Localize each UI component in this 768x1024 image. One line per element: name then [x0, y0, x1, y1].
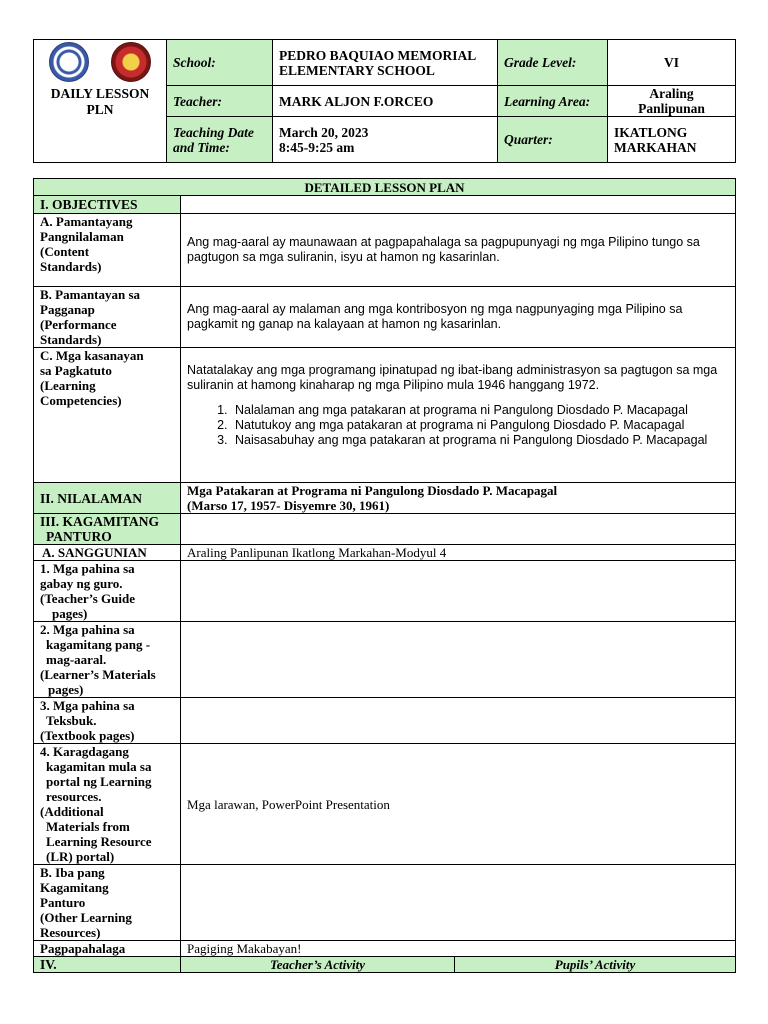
- label-line: (Learning: [40, 378, 96, 393]
- quarter-line-1: IKATLONG: [614, 124, 688, 140]
- label-line: 3. Mga pahina sa: [40, 698, 135, 713]
- label-line: mag-aaral.: [46, 652, 107, 667]
- sanggunian-label: A. SANGGUNIAN: [34, 545, 181, 561]
- label-line: Teksbuk.: [46, 713, 97, 728]
- grade-label: Grade Level:: [498, 40, 608, 86]
- quarter-value: [608, 117, 736, 163]
- teacher-activity-header: Teacher’s Activity: [181, 957, 455, 973]
- label-line: 1. Mga pahina sa: [40, 561, 135, 576]
- values-label: Pagpapahalaga: [34, 941, 181, 957]
- label-line: (Textbook pages): [40, 728, 135, 743]
- objectives-empty: [181, 196, 736, 214]
- label-line: Materials from: [46, 819, 130, 834]
- label-line: Panturo: [40, 895, 86, 910]
- plan-title: DETAILED LESSON PLAN: [34, 179, 736, 196]
- competency-statement: Natatalakay ang mga programang ipinatupad ng ibat-ibang administrasyon sa pagtugon sa mga suliranin at hamong kinaharap ng mga Pilipino mula 1946 hanggang 1972.: [187, 363, 718, 392]
- lesson-plan-table: [33, 178, 736, 973]
- competencies-label: [34, 348, 181, 483]
- additional-materials-value: Mga larawan, PowerPoint Presentation: [181, 744, 736, 865]
- textbook-value: [181, 698, 736, 744]
- logos: [34, 42, 166, 82]
- label-line: (LR) portal): [46, 849, 115, 864]
- list-item: 1. Nalalaman ang mga patakaran at programa ni Pangulong Diosdado P. Macapagal: [231, 403, 729, 418]
- list-item: 2. Natutukoy ang mga patakaran at programa ni Pangulong Diosdado P. Macapagal: [231, 418, 729, 433]
- nilalaman-label: II. NILALAMAN: [34, 483, 181, 514]
- grade-value: VI: [608, 40, 736, 86]
- quarter-label: Quarter:: [498, 117, 608, 163]
- label-line: portal ng Learning: [46, 774, 152, 789]
- label-line: A. Pamantayang: [40, 214, 133, 229]
- school-value: PEDRO BAQUIAO MEMORIAL ELEMENTARY SCHOOL: [273, 40, 498, 86]
- area-label: Learning Area:: [498, 86, 608, 117]
- teachers-guide-value: [181, 561, 736, 622]
- date-text: March 20, 2023: [279, 124, 369, 140]
- label-line: Standards): [40, 259, 102, 274]
- quarter-line-2: MARKAHAN: [614, 139, 697, 155]
- label-line: Pagganap: [40, 302, 95, 317]
- other-resources-value: [181, 865, 736, 941]
- time-text: 8:45-9:25 am: [279, 139, 355, 155]
- other-resources-label: [34, 865, 181, 941]
- label-line: kagamitan mula sa: [46, 759, 152, 774]
- performance-standards-value: Ang mag-aaral ay malaman ang mga kontribosyon ng mga nagpunyaging mga Pilipino sa pagkamit ng ganap na kalayaan at hamon ng kasarinlan.: [181, 287, 736, 348]
- label-line: B. Pamantayan sa: [40, 287, 141, 302]
- content-standards-label: [34, 214, 181, 287]
- label-line: 4. Karagdagang: [40, 744, 129, 759]
- kagamitan-label: [34, 514, 181, 545]
- teacher-value: MARK ALJON F.ORCEO: [273, 86, 498, 117]
- label-line: B. Iba pang: [40, 865, 105, 880]
- label-line: kagamitang pang -: [46, 637, 151, 652]
- date-label: Teaching Date and Time:: [167, 117, 273, 163]
- label-line: gabay ng guro.: [40, 576, 123, 591]
- document-title: DAILY LESSON PLN: [50, 86, 150, 117]
- area-value: Araling Panlipunan: [608, 86, 736, 117]
- label-line: (Performance: [40, 317, 117, 332]
- label-line: Kagamitang: [40, 880, 109, 895]
- teacher-label: Teacher:: [167, 86, 273, 117]
- nilalaman-line-1: Mga Patakaran at Programa ni Pangulong Diosdado P. Macapagal: [187, 483, 558, 498]
- deped-seal-logo: [49, 42, 89, 82]
- label-line: (Content: [40, 244, 90, 259]
- iv-label: IV.: [34, 957, 181, 973]
- label-line: (Teacher’s Guide: [40, 591, 135, 606]
- label-line: Standards): [40, 332, 102, 347]
- competency-list: [187, 403, 729, 448]
- competencies-value: [181, 348, 736, 483]
- label-line: C. Mga kasanayan: [40, 348, 144, 363]
- school-label: School:: [167, 40, 273, 86]
- teachers-guide-label: [34, 561, 181, 622]
- nilalaman-value: [181, 483, 736, 514]
- learners-materials-label: [34, 622, 181, 698]
- label-line: Learning Resource: [46, 834, 152, 849]
- header-table: [33, 39, 736, 163]
- content-standards-value: Ang mag-aaral ay maunawaan at pagpapahalaga sa pagpupunyagi ng mga Pilipino tungo sa pagtugon sa mga suliranin, isyu at hamon ng kasarinlan.: [181, 214, 736, 287]
- list-item: 3. Naisasabuhay ang mga patakaran at programa ni Pangulong Diosdado P. Macapagal: [231, 433, 729, 448]
- label-line: pages): [52, 606, 88, 621]
- label-line: PANTURO: [46, 529, 112, 544]
- label-line: sa Pagkatuto: [40, 363, 112, 378]
- performance-standards-label: [34, 287, 181, 348]
- label-line: Pangnilalaman: [40, 229, 124, 244]
- label-line: (Learner’s Materials: [40, 667, 156, 682]
- objectives-heading: I. OBJECTIVES: [34, 196, 181, 214]
- date-value: [273, 117, 498, 163]
- label-line: Resources): [40, 925, 101, 940]
- label-line: pages): [48, 682, 84, 697]
- values-value: Pagiging Makabayan!: [181, 941, 736, 957]
- label-line: resources.: [46, 789, 102, 804]
- label-line: Competencies): [40, 393, 122, 408]
- kagamitan-empty: [181, 514, 736, 545]
- label-line: (Additional: [40, 804, 104, 819]
- nilalaman-line-2: (Marso 17, 1957- Disyemre 30, 1961): [187, 498, 390, 513]
- additional-materials-label: [34, 744, 181, 865]
- textbook-label: [34, 698, 181, 744]
- learners-materials-value: [181, 622, 736, 698]
- pupils-activity-header: Pupils’ Activity: [455, 957, 736, 973]
- sanggunian-value: Araling Panlipunan Ikatlong Markahan-Modyul 4: [181, 545, 736, 561]
- school-seal-logo: [111, 42, 151, 82]
- label-line: (Other Learning: [40, 910, 132, 925]
- title-cell: [34, 40, 167, 163]
- label-line: 2. Mga pahina sa: [40, 622, 135, 637]
- label-line: III. KAGAMITANG: [40, 514, 160, 529]
